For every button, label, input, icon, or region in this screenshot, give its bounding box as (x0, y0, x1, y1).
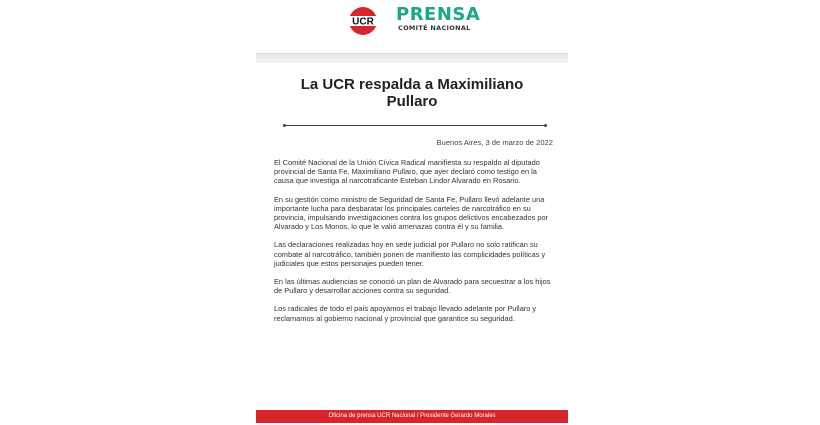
paragraph-2: En su gestión como ministro de Seguridad de Santa Fe, Pullaro llevó adelante una importante lucha para desbaratar los principales carteles de narcotráfico en su provincia, impulsando investigaciones contra los grupos delictivos encabezados por Alvarado y Los Monos, lo que le valió amenazas contra él y su familia. (274, 194, 549, 232)
paragraph-1: El Comité Nacional de la Unión Cívica Radical manifiesta su respaldo al diputado provincial de Santa Fe, Maximiliano Pullaro, que ayer declaró como testigo en la causa que investiga al narcotraficante Esteban Lindor Alvarado en Rosario. (274, 158, 540, 186)
logo-text: UCR (352, 16, 374, 28)
paragraph-3: Las declaraciones realizadas hoy en sede judicial por Pullaro no solo ratifican su combate al narcotráfico, también ponen de manifiesto las complicidades políticas y judiciales que estos personajes pueden tener. (274, 240, 546, 268)
document-title (256, 76, 568, 110)
title-divider (284, 125, 546, 126)
press-header (0, 0, 820, 52)
title-line-2: Pullaro (386, 93, 438, 110)
paragraph-5: Los radicales de todo el país apoyamos el trabajo llevado adelante por Pullaro y reclamamos al gobierno nacional y provincial que garantice su seguridad. (274, 304, 537, 323)
brand-title: PRENSA (396, 4, 481, 25)
brand-subtitle: COMITÉ NACIONAL (398, 24, 471, 32)
document-top-bar (256, 53, 568, 63)
title-line-1: La UCR respalda a Maximiliano (300, 76, 524, 93)
ucr-logo (346, 6, 380, 36)
document-body (274, 158, 554, 332)
paragraph-4: En las últimas audiencias se conoció un plan de Alvarado para secuestrar a los hijos de Pullaro y desarrollar acciones contra su seguridad. (274, 277, 551, 296)
document-date: Buenos Aires, 3 de marzo de 2022 (436, 138, 553, 147)
document-footer: Oficina de prensa UCR Nacional / Presidente Gerardo Morales (256, 410, 568, 423)
